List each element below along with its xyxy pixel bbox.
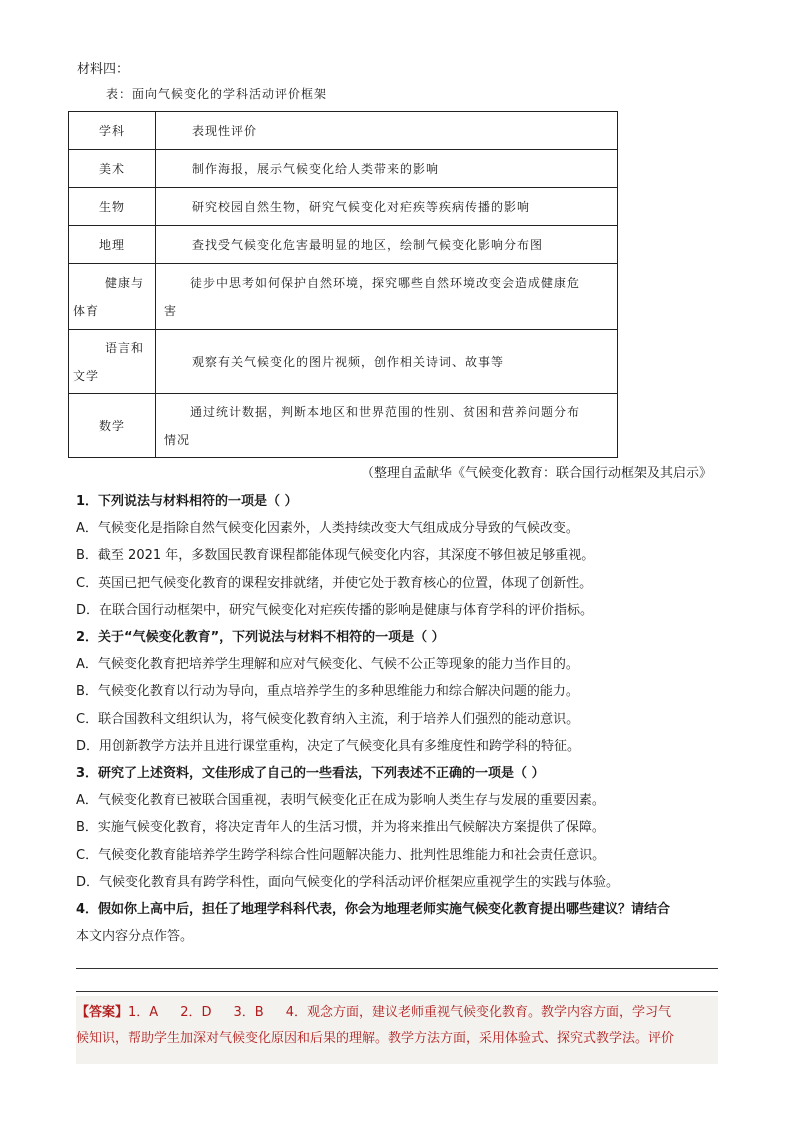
answer-section bbox=[76, 996, 718, 1064]
description-line: 害 bbox=[164, 303, 178, 318]
option: C．气候变化教育能培养学生跨学科综合性问题解决能力、批判性思维能力和社会责任意识。 bbox=[76, 847, 606, 863]
row-subject: 地理 bbox=[69, 226, 156, 264]
option: D．用创新教学方法并且进行课堂重构，决定了气候变化具有多维度性和跨学科的特征。 bbox=[76, 738, 581, 754]
header-description: 表现性评价 bbox=[156, 112, 618, 150]
source-citation: （整理自孟献华《气候变化教育：联合国行动框架及其启示》 bbox=[360, 466, 712, 481]
evaluation-framework-table bbox=[68, 111, 618, 458]
option: D．在联合国行动框架中，研究气候变化对疟疾传播的影响是健康与体育学科的评价指标。 bbox=[76, 602, 594, 618]
description-line: 徒步中思考如何保护自然环境，探究哪些自然环境改变会造成健康危 bbox=[190, 275, 581, 290]
answer-tag: 【答案】 bbox=[76, 1005, 129, 1020]
question-stem: 3．研究了上述资料，文佳形成了自己的一些看法，下列表述不正确的一项是（ ） bbox=[76, 766, 545, 782]
description-line: 通过统计数据，判断本地区和世界范围的性别、贫困和营养问题分布 bbox=[190, 404, 581, 419]
table-caption: 表：面向气候变化的学科活动评价框架 bbox=[106, 87, 328, 101]
option: C．联合国教科文组织认为，将气候变化教育纳入主流，利于培养人们强烈的能动意识。 bbox=[76, 711, 580, 727]
option: B．截至 2021 年，多数国民教育课程都能体现气候变化内容，其深度不够但被足够重视。 bbox=[76, 548, 595, 564]
header-subject: 学科 bbox=[69, 112, 156, 150]
option: A．气候变化是指除自然气候变化因素外，人类持续改变大气组成成分导致的气候改变。 bbox=[76, 521, 579, 537]
question-stem-continued: 本文内容分点作答。 bbox=[76, 929, 194, 945]
questions-section bbox=[76, 488, 726, 950]
row-description: 制作海报，展示气候变化给人类带来的影响 bbox=[156, 150, 618, 188]
answer-choice: 1．A bbox=[128, 1005, 159, 1020]
row-subject bbox=[69, 330, 156, 394]
table-row bbox=[69, 264, 618, 330]
material-heading: 材料四： bbox=[77, 62, 130, 77]
answer-choice: 3．B bbox=[233, 1005, 264, 1020]
option: C．英国已把气候变化教育的课程安排就绪，并使它处于教育核心的位置，体现了创新性。 bbox=[76, 575, 593, 591]
table-row bbox=[69, 226, 618, 264]
table-row bbox=[69, 188, 618, 226]
row-subject bbox=[69, 264, 156, 330]
subject-line: 文学 bbox=[73, 368, 100, 383]
description-line: 情况 bbox=[164, 432, 191, 447]
option: B．气候变化教育以行动为导向，重点培养学生的多种思维能力和综合解决问题的能力。 bbox=[76, 684, 579, 700]
table-row bbox=[69, 330, 618, 394]
row-description: 研究校园自然生物，研究气候变化对疟疾等疾病传播的影响 bbox=[156, 188, 618, 226]
question-stem: 4．假如你上高中后，担任了地理学科科代表，你会为地理老师实施气候变化教育提出哪些建议？请结合 bbox=[76, 902, 671, 918]
table-row bbox=[69, 394, 618, 458]
subject-line: 语言和 bbox=[105, 340, 145, 355]
subject-line: 健康与 bbox=[105, 275, 145, 290]
option: D．气候变化教育具有跨学科性，面向气候变化的学科活动评价框架应重视学生的实践与体验。 bbox=[76, 874, 620, 890]
table-row bbox=[69, 150, 618, 188]
option: A．气候变化教育把培养学生理解和应对气候变化、气候不公正等现象的能力当作目的。 bbox=[76, 657, 579, 673]
table-header-row bbox=[69, 112, 618, 150]
answer-line bbox=[76, 968, 718, 969]
row-subject: 生物 bbox=[69, 188, 156, 226]
answer-q4: 4．观念方面，建议老师重视气候变化教育。教学内容方面，学习气 bbox=[285, 1005, 671, 1020]
row-description bbox=[156, 394, 618, 458]
subject-line: 体育 bbox=[73, 303, 100, 318]
row-subject: 美术 bbox=[69, 150, 156, 188]
answer-line bbox=[76, 991, 718, 992]
row-subject: 数学 bbox=[69, 394, 156, 458]
answer-q4-continued: 候知识，帮助学生加深对气候变化原因和后果的理解。教学方法方面，采用体验式、探究式教学法。评价 bbox=[76, 1031, 675, 1046]
row-description: 查找受气候变化危害最明显的地区，绘制气候变化影响分布图 bbox=[156, 226, 618, 264]
row-description: 观察有关气候变化的图片视频，创作相关诗词、故事等 bbox=[156, 330, 618, 394]
row-description bbox=[156, 264, 618, 330]
answer-choice: 2．D bbox=[180, 1005, 212, 1020]
option: A．气候变化教育已被联合国重视，表明气候变化正在成为影响人类生存与发展的重要因素。 bbox=[76, 793, 605, 809]
option: B．实施气候变化教育，将决定青年人的生活习惯，并为将来推出气候解决方案提供了保障。 bbox=[76, 820, 605, 836]
question-stem: 2．关于“气候变化教育”，下列说法与材料不相符的一项是（ ） bbox=[76, 630, 445, 646]
question-stem: 1．下列说法与材料相符的一项是（ ） bbox=[76, 494, 298, 509]
